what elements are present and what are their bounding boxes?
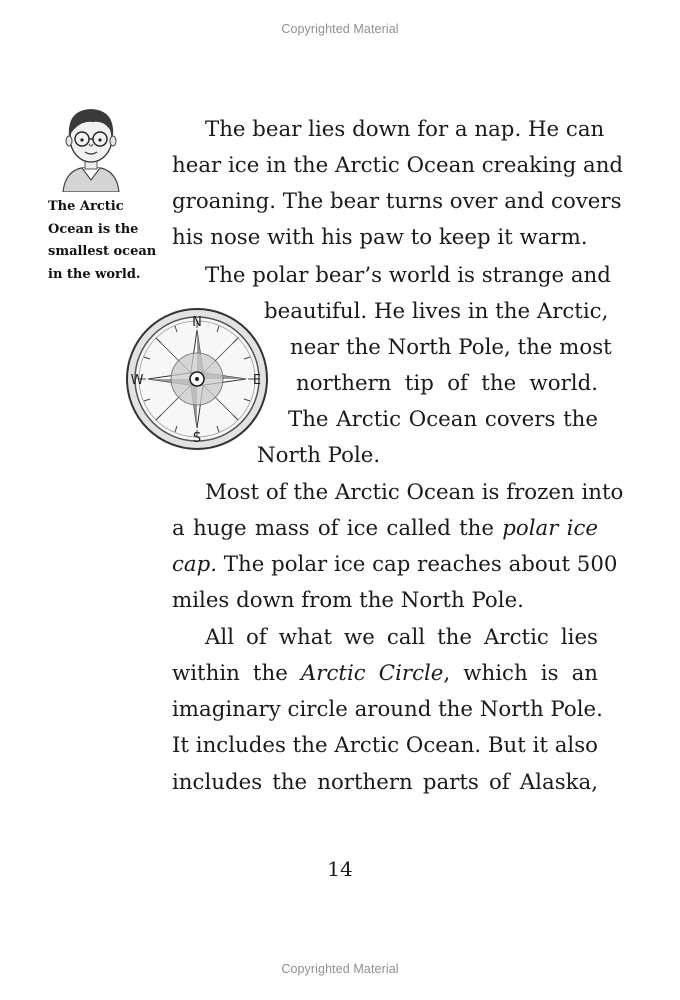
compass-illustration xyxy=(124,306,270,452)
body-text-line: miles down from the North Pole. xyxy=(172,588,524,613)
body-text-line: beautiful. He lives in the Arctic, xyxy=(264,299,609,324)
body-text-line: The polar bear’s world is strange and xyxy=(205,263,611,288)
body-text-line: his nose with his paw to keep it warm. xyxy=(172,225,588,250)
body-text-line: The bear lies down for a nap. He can xyxy=(205,117,605,142)
body-text-line: North Pole. xyxy=(257,443,381,468)
body-text-line: All of what we call the Arctic lies xyxy=(205,625,598,650)
compass-label-north: N xyxy=(192,315,202,330)
sidebar-note-line: The Arctic xyxy=(48,199,124,214)
body-text-line: groaning. The bear turns over and covers xyxy=(172,189,622,214)
compass-label-south: S xyxy=(192,431,202,446)
sidebar-note-line: in the world. xyxy=(48,266,141,282)
sidebar-note-line: Ocean is the xyxy=(48,221,139,237)
body-text-line xyxy=(172,656,598,692)
sidebar-fact-note xyxy=(48,196,158,286)
sidebar-note-line: smallest ocean xyxy=(48,244,157,259)
body-text-span: within the xyxy=(172,661,301,686)
italic-term: Arctic Circle xyxy=(300,661,444,686)
italic-term: polar ice xyxy=(502,516,598,541)
copyright-watermark-top: Copyrighted Material xyxy=(281,22,399,36)
body-text-span: a huge mass of ice called the xyxy=(172,516,503,541)
body-text-line: It includes the Arctic Ocean. But it also xyxy=(172,733,598,758)
compass-label-west: W xyxy=(130,373,144,388)
body-text-line: Most of the Arctic Ocean is frozen into xyxy=(205,480,624,505)
avatar xyxy=(55,100,127,192)
copyright-watermark-bottom: Copyrighted Material xyxy=(281,962,399,976)
body-text-line: northern tip of the world. xyxy=(296,371,598,396)
body-text-line: imaginary circle around the North Pole. xyxy=(172,697,603,722)
body-text-line xyxy=(172,511,598,547)
page-number: 14 xyxy=(327,857,353,881)
body-text-line: includes the northern parts of Alaska, xyxy=(172,770,598,795)
body-text-line: hear ice in the Arctic Ocean creaking and xyxy=(172,153,624,178)
body-text-span: The polar ice cap reaches about 500 xyxy=(217,552,618,577)
compass-label-east: E xyxy=(252,373,262,388)
body-text-line: The Arctic Ocean covers the xyxy=(288,407,598,432)
body-text-line xyxy=(172,547,618,583)
italic-term: cap. xyxy=(172,552,218,577)
body-text-line: near the North Pole, the most xyxy=(290,335,612,360)
body-text-span: , which is an xyxy=(443,661,599,686)
